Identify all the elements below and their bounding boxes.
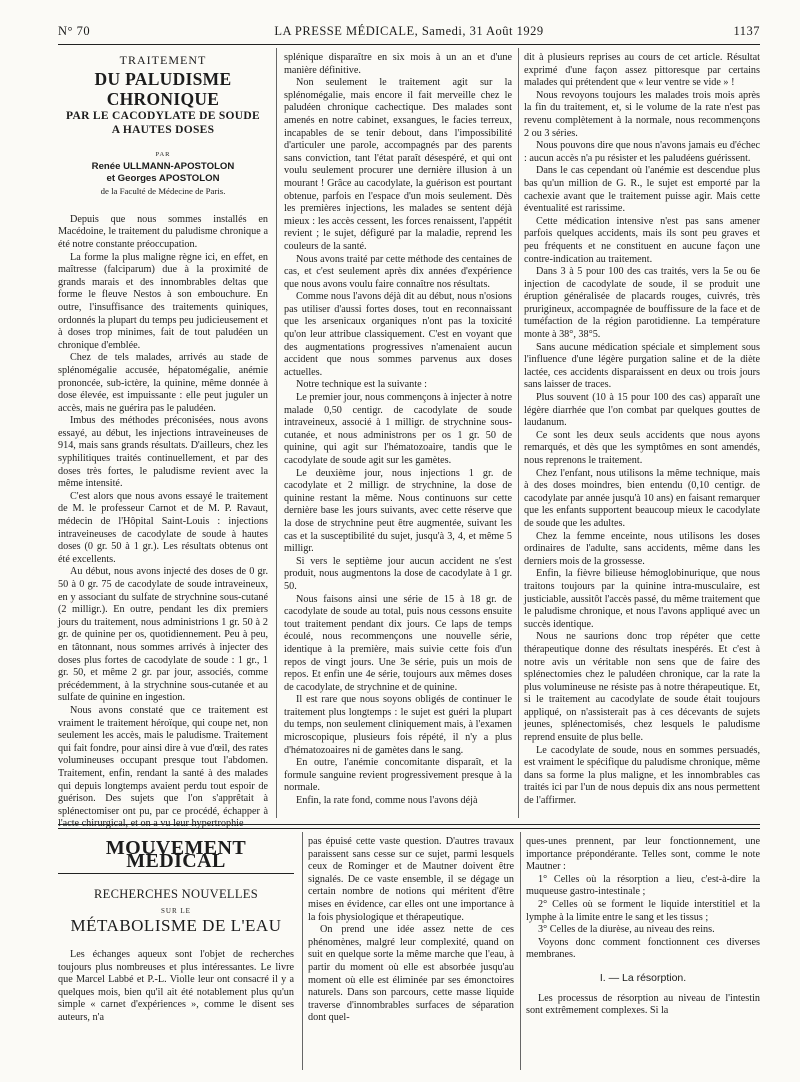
- column-divider: [520, 832, 521, 1070]
- article1-title: DU PALUDISME CHRONIQUE: [94, 68, 232, 109]
- paragraph: Ce sont les deux seuls accidents que nous ayons remarqués, et dès que les symptômes en sont amendés, nous reprenons le traitement.: [524, 429, 760, 466]
- header-rule: [58, 44, 760, 45]
- article1-subtitle-1: PAR LE CACODYLATE DE SOUDE: [66, 109, 260, 122]
- paragraph: Non seulement le traitement agit sur la splénomégalie, mais encore il fait merveille chez le paludéen chronique cachectique. Des malades sont amenés en notre cabinet, exsangues, le facies terreux, incapables de se tenir debout, dans l'impossibilité d'articuler une parole, accompagnés par des parents sans conviction, tant l'état paraît désespéré, et qui ont voulu seulement procurer une dernière illusion à un mourant ! Grâce au cacodylate, la guérison est pourtant obtenue, parfois en l'espace d'un mois seulement. Dès les premières injections, les malades se sentent déjà mieux : les accès cessent, les forces renaissent, l'appétit revient ; le sujet, défiguré par la maladie, reprend les couleurs de la santé.: [284, 77, 512, 252]
- article1-author-2: et Georges APOSTOLON: [106, 173, 220, 185]
- column-divider: [276, 48, 277, 818]
- paragraph: Enfin, la fièvre bilieuse hémoglobinurique, que nous traitons toujours par la quinine intra-musculaire, est justiciable, aussitôt l'accès passé, du même traitement que le paludisme chronique, et nous l'avons appliqué avec un succès identique.: [524, 568, 760, 630]
- paragraph: Nous ne saurions donc trop répéter que cette thérapeutique donne des résultats inespérés. Et c'est à notre avis un véritable non sens que de faire des splénectomies chez le paludéen chronique, car la rate la plus volumineuse ne résiste pas à notre thérapeutique. Et, si le traitement au cacodylate de soude était toujours appliqué, on n'assisterait pas à ces décevants de sujets jeunes, splénectomisés, chez lesquels le paludisme reprend ensuite de plus belle.: [524, 631, 760, 744]
- section-title-rule: [58, 873, 294, 874]
- section-title: MOUVEMENT MÉDICAL: [105, 837, 247, 872]
- paragraph: Enfin, la rate fond, comme nous l'avons déjà: [296, 795, 478, 807]
- paragraph: splénique disparaître en six mois à un an et d'une manière définitive.: [284, 52, 512, 76]
- article1-kicker: TRAITEMENT: [119, 53, 207, 67]
- paragraph: Sans aucune médication spéciale et simplement sous l'influence d'une légère purgation saline et de la diète lactée, ces accidents disparaissent en deux ou trois jours sans laisser de traces.: [524, 341, 760, 391]
- paragraph: Chez la femme enceinte, nous utilisons les doses ordinaires de l'adulte, sans accidents, même dans les derniers mois de la grossesse.: [524, 530, 760, 567]
- paragraph: C'est alors que nous avons essayé le traitement de M. le professeur Carnot et de M. P. Ravaut, médecin de l'Hôpital Saint-Louis : injections intraveineuses de cacodylate de soude à hautes doses (0 gr. 50 à 1 gr.). Les résultats obtenus ont été excellents.: [58, 490, 268, 565]
- paragraph: La forme la plus maligne règne ici, en effet, en maîtresse (falciparum) due à la proximité de grands marais et des innombrables deltas que forme le fleuve Nestos à son embouchure. En outre, l'insuffisance des traitements quiniques, ordonnés la plupart du temps peu judicieusement et à doses trop minimes, fait de tout paludéen un chronique d'emblée.: [58, 251, 268, 351]
- paragraph: Chez de tels malades, arrivés au stade de splénomégalie accusée, hépatomégalie, anémie prononcée, sub-ictère, la quinine, même donnée à dose élevée, est impuissante : elle peut juguler un accès, mais ne guérira pas le paludéen.: [58, 352, 268, 414]
- journal-title: LA PRESSE MÉDICALE, Samedi, 31 Août 1929: [274, 24, 544, 38]
- paragraph: On prend une idée assez nette de ces phénomènes, malgré leur complexité, quand on suit en quelque sorte la même marche que l'eau, à partir du moment où elle est absorbée jusqu'au moment où elle est éliminée par ses émonctoires naturels. Dans son parcours, cette masse liquide traverse d'innombrables surfaces de séparation dont quel-: [308, 924, 514, 1024]
- subsection-heading: I. — La résorption.: [599, 971, 687, 984]
- paragraph: Dans 3 à 5 pour 100 des cas traités, vers la 5e ou 6e injection de cacodylate de soude, il se produit une éruption généralisée de placards rouges, cuivrés, très prurigineux, accompagnée de bouffissure de la face et de tuméfaction de la région parotidienne. La température monte à 38°, 38°5.: [524, 266, 760, 341]
- paragraph: Comme nous l'avons déjà dit au début, nous n'osions pas utiliser d'aussi fortes doses, tout en reconnaissant que les arsenicaux organiques n'ont pas la toxicité qu'on leur attribue classiquement. C'est en voyant que des augmentations progressives n'amenaient aucun accident que nous sommes parvenus aux doses actuelles.: [284, 291, 512, 378]
- paragraph: Nous revoyons toujours les malades trois mois après la fin du traitement, et, si le volume de la rate n'est pas revenu complètement à la normale, nous recommençons 2 ou 3 séries.: [524, 89, 760, 139]
- paragraph: Depuis que nous sommes installés en Macédoine, le traitement du paludisme chronique a été notre constante préoccupation.: [58, 213, 268, 250]
- paragraph: Nous faisons ainsi une série de 15 à 18 gr. de cacodylate de soude au total, puis nous cessons ensuite tout traitement pendant dix jours. Ce laps de temps écoulé, nous recommençons une nouvelle série, identique à la première, mais suivie cette fois d'un repos de vingt jours. Une 3e série, puis un mois de repos. Et enfin une 4e série, toujours aux mêmes doses de cacodylate, de strychnine et de quinine.: [284, 593, 512, 693]
- paragraph: Les échanges aqueux sont l'objet de recherches toujours plus nombreuses et plus intéressantes. Le livre que Marcel Labbé et P.-L. Violle leur ont consacré il y a quelques mois, bien qu'il ait été notablement plus qu'un simple « carnet d'expériences », comme le disent ses auteurs, n'a: [58, 948, 294, 1023]
- paragraph: Le cacodylate de soude, nous en sommes persuadés, est vraiment le spécifique du paludisme chronique, même dans sa forme la plus maligne, et les innombrables cas traités ici par l'un de nous depuis dix ans nous permettent de l'affirmer.: [524, 744, 760, 807]
- article1-column-3: [524, 52, 760, 820]
- paragraph: Les processus de résorption au niveau de l'intestin sont extrêmement complexes. Si la: [526, 992, 760, 1017]
- paragraph: Nous pouvons dire que nous n'avons jamais eu d'échec : aucun accès n'a pu résister et les paludéens guérissent.: [524, 140, 760, 164]
- article2-column-3: [526, 836, 760, 1074]
- article1-subtitle-2: A HAUTES DOSES: [111, 123, 215, 136]
- article2-column-1: [58, 834, 294, 1074]
- paragraph: Le premier jour, nous commençons à injecter à notre malade 0,50 centigr. de cacodylate de soude intraveineux, associé à 1 milligr. de strychnine sous-cutanée, et nous administrons per os 1 gr. 50 de quinine, qui agit sur l'hématozoaire, tandis que le cacodylate de soude agit sur les gamètes.: [284, 392, 512, 466]
- page-header: [58, 24, 760, 42]
- article1-affiliation: de la Faculté de Médecine de Paris.: [100, 186, 226, 197]
- paragraph: Imbus des méthodes préconisées, nous avons essayé, au début, les injections intraveineuses de 914, mais sans grands résultats. D'ailleurs, chez les syphilitiques traités continuellement, et par des doses très fortes, le paludisme revient avec la même intensité.: [58, 415, 268, 490]
- paragraph: Cette médication intensive n'est pas sans amener parfois quelques accidents, mais ils sont peu graves et peu fréquents et ne constituent en aucune façon une contre-indication au traitement.: [524, 215, 760, 265]
- article-separator-thin: [58, 828, 760, 829]
- paragraph: Nous avons traité par cette méthode des centaines de cas, et c'est seulement après dix années d'expérience que nous avons voulu faire connaître nos résultats.: [284, 253, 512, 290]
- article2-column-2: [308, 836, 514, 1074]
- article2-subtitle-1: RECHERCHES NOUVELLES: [94, 887, 258, 902]
- paragraph: 2° Celles où se forment le liquide interstitiel et la lymphe à la limite entre le sang et les tissus ;: [526, 898, 760, 923]
- article1-column-1: [58, 48, 268, 830]
- paragraph: Le deuxième jour, nous injections 1 gr. de cacodylate et 2 milligr. de strychnine, la dose de quinine restant la même. Nous continuons sur cette dernière base les jours suivants, avec cette réserve que la dose de strychnine peut être augmentée, suivant les cas et la susceptibilité du sujet, jusqu'à 3, 4, et même 5 milligr.: [284, 467, 512, 555]
- paragraph: Si vers le septième jour aucun accident ne s'est produit, nous augmentons la dose de cacodylate à 1 gr. 50.: [284, 555, 512, 592]
- article1-column-2: [284, 52, 512, 820]
- paragraph: 3° Celles de la diurèse, au niveau des reins.: [538, 924, 715, 936]
- issue-number: N° 70: [58, 24, 91, 38]
- paragraph: En outre, l'anémie concomitante disparaît, et la formule sanguine revient progressivement presque à la normale.: [284, 757, 512, 794]
- article2-sur: SUR LE: [161, 906, 191, 915]
- paragraph: Plus souvent (10 à 15 pour 100 des cas) apparaît une légère diarrhée que l'on combat par quelques gouttes de laudanum.: [524, 392, 760, 429]
- paragraph: dit à plusieurs reprises au cours de cet article. Résultat exprimé d'une façon assez pittoresque par certains malades qui prétendent que « leur ventre se vide » !: [524, 52, 760, 89]
- article1-par: PAR: [155, 150, 171, 158]
- paragraph: Voyons donc comment fonctionnent ces diverses membranes.: [526, 936, 760, 961]
- paragraph: Nous avons constaté que ce traitement est vraiment le traitement héroïque, qui coupe net, non seulement les accès, mais le paludisme. Traitement qui fait fondre, pour ainsi dire à vue d'œil, des rates volumineuses occupant presque tout l'abdomen. Traitement, enfin, rendant la santé à des malades qui depuis longtemps avaient perdu tout espoir de guérison. Des sujets que l'on s'apprêtait à splénectomiser ont pu, par ce procédé, échapper à l'acte chirurgical, et on a vu leur hypertrophie: [58, 704, 268, 830]
- paragraph: Chez l'enfant, nous utilisons la même technique, mais à des doses moindres, bien entendu (0,10 centigr. de cacodylate par année jusqu'à 10 ans) en faisant remarquer que les enfants supportent beaucoup mieux le cacodylate de soude que les adultes.: [524, 467, 760, 529]
- page-number: 1137: [733, 24, 760, 38]
- paragraph: 1° Celles où la résorption a lieu, c'est-à-dire la muqueuse gastro-intestinale ;: [526, 873, 760, 898]
- paragraph: Au début, nous avons injecté des doses de 0 gr. 50 à 0 gr. 75 de cacodylate de soude intraveineux, en y associant du sulfate de strychnine sous-cutané (2 milligr.). En outre, pendant les dix premiers jours du traitement, nous administrions 1 gr. 50 à 2 gr. de quinine per os, quotidiennement. Peu à peu, en tâtonnant, nous sommes arrivés à injecter des doses plus fortes de cacodylate de soude : 1 gr., 1 gr. 50, et même 2 gr. par jour, associés, comme précédemment, à la strychnine sous-cutanée et au sulfate de quinine en ingestion.: [58, 566, 268, 704]
- article-separator: [58, 824, 760, 825]
- column-divider: [302, 832, 303, 1070]
- article2-subtitle-2: MÉTABOLISME DE L'EAU: [70, 916, 282, 936]
- article1-author-1: Renée ULLMANN-APOSTOLON: [91, 161, 235, 173]
- paragraph: Dans le cas cependant où l'anémie est descendue plus bas qu'un million de G. R., le sujet est emporté par la cachexie avant que le traitement puisse agir. Mais cette éventualité est rarissime.: [524, 165, 760, 215]
- paragraph: pas épuisé cette vaste question. D'autres travaux paraissent sans cesse sur ce sujet, parmi lesquels ceux de Rominger et de Mautner doivent être signalés. De ce vaste ensemble, il se dégage un certain nombre de notions qui méritent d'être mises en évidence, car elles ont une importance à la fois physiologique et thérapeutique.: [308, 836, 514, 923]
- paragraph: Notre technique est la suivante :: [296, 379, 427, 391]
- column-divider: [518, 48, 519, 818]
- paragraph: Il est rare que nous soyons obligés de continuer le traitement plus longtemps : le sujet est guéri la plupart du temps, non seulement cliniquement mais, à l'examen microscopique, plusieurs fois répété, il n'y a plus d'hématozoaires ni de gamètes dans le sang.: [284, 694, 512, 756]
- paragraph: ques-unes prennent, par leur fonctionnement, une importance prépondérante. Telles sont, comme le note Mautner :: [526, 836, 760, 873]
